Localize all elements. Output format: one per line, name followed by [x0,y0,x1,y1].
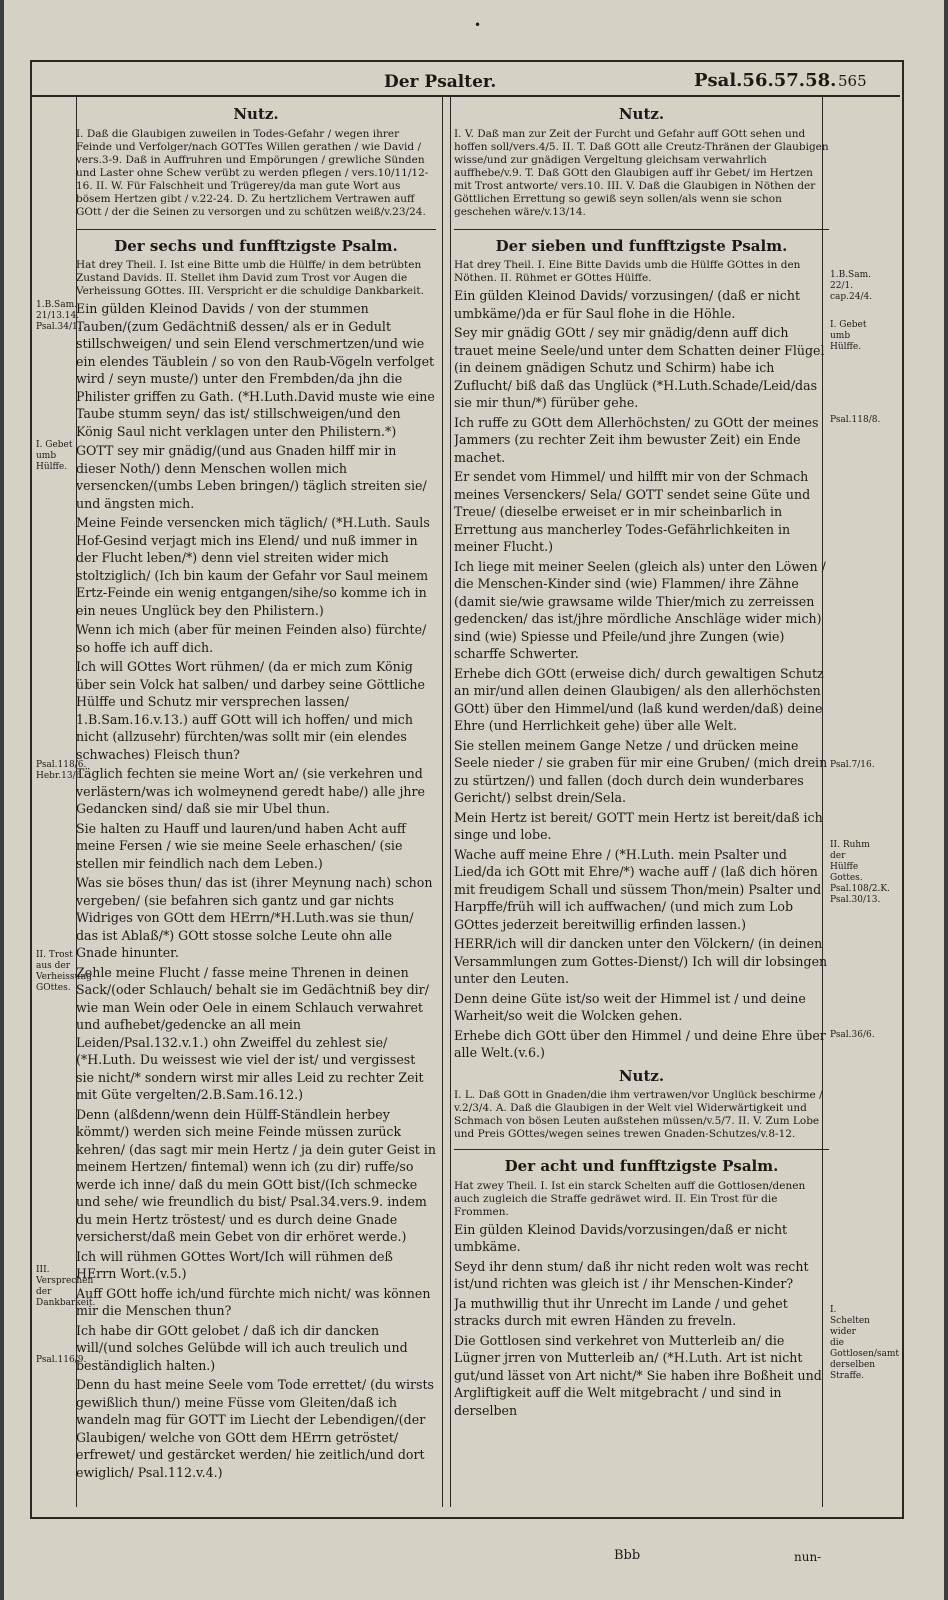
verse [76,1322,436,1375]
verse-text: Ein gülden Kleinod Davids/vorzusingen/daß er nicht umbkäme. [454,1221,788,1254]
verse [454,1221,829,1256]
verse-text: Täglich fechten sie meine Wort an/ (sie verkehren und verlästern/was ich wolmeynend geredt habe/) alle jhre Gedancken sind/ daß sie mir Ubel thun. [76,766,425,816]
nutz-text: I. Daß die Glaubigen zuweilen in Todes-Gefahr / wegen ihrer Feinde und Verfolger/nach GOTTes Willen gerathen / wie David / vers.3-9. Daß in Auffruhren und Empörungen / grewliche Sünden und Laster ohne Schew verübt zu werden pflegen / vers.10/11/12-16. II. W. Für Falschheit und Trügerey/da man gute Wort aus bösem Hertzen gibt / v.22-24. D. Zu hertzlichem Vertrawen auff GOtt / der die Seinen zu versorgen und zu schützen weiß/v.23/24. [76,127,429,218]
verse-text: Ja muthwillig thut ihr Unrecht im Lande / und gehet stracks durch mit ewren Händen zu freveln. [454,1295,788,1328]
verse [76,820,436,873]
verse-text: Denn (alßdenn/wenn dein Hülff-Ständlein herbey kömmt/) werden sich meine Feinde müssen zurück kehren/ (das sagt mir mein Hertz / ja dein guter Geist in meinem Hertzen/ fintemal) wenn ich (zu dir) ruffe/so werde ich inne/ daß du mein GOtt bist/(Ich schmecke und sehe/ wie freundlich du bist/ Psal.34.vers.9. indem du mein Hertz tröstest/ und es durch deine Gnade versicherst/daß mein Gebet von dir erhöret werde.) [76,1106,436,1244]
verse [454,1295,829,1330]
page-number: 565 [838,72,867,90]
verse [454,990,829,1025]
nutz-ps55 [76,106,436,219]
margin-note-right-7: I. Schelten wider die Gottlosen/samt derselben Straffe. [830,1305,900,1381]
verse-text: Sie halten zu Hauff und lauren/und haben Acht auff meine Fersen / wie sie meine Seele erhaschen/ (sie stellen mir feindlich nach dem Leben.) [76,820,406,871]
psalm57-verses [454,287,829,1062]
verse-text: Ein gülden Kleinod Davids / von der stummen Tauben/(zum Gedächtniß dessen/ als er in Gedult stillschweigen/ und sein Elend verschmertzen/und wie ein elendes Täublein / so von den Raub-Vögeln verfolget wird / seyn muste/) unter den Frembden/da jhn die Philister griffen zu Gath. (*H.Luth.David muste wie eine Taube stumm seyn/ das ist/ stillschweigen/und den König Saul nicht verklagen unter den Philistern.*) [76,301,435,439]
verse [454,935,829,988]
verse-text: Sie stellen meinem Gange Netze / und drücken meine Seele nieder / sie graben für mir eine Gruben/ (mich drein zu stürtzen/) und fallen (doch durch dein wunderbares Gericht/) selbst drein/Sela. [454,737,828,805]
verse [454,1332,829,1420]
margin-note-left-2: I. Gebet umb Hülffe. [36,440,73,472]
margin-note-right-2: I. Gebet umb Hülffe. [830,320,867,352]
verse [454,287,829,322]
nutz-ps56 [454,106,829,219]
verse-text: Denn du hast meine Seele vom Tode errettet/ (du wirsts gewißlich thun/) meine Füsse vom Gleiten/daß ich wandeln mag für GOTT im Liecht der Lebendigen/(der Glaubigen/ welche von GOtt dem HErrn getröstet/ erfrewet/ und gestärcket werden/ hie zeitlich/und dort ewiglich/ Psal.112.v.4.) [76,1377,434,1480]
verse [454,558,829,663]
verse-text: GOTT sey mir gnädig/(und aus Gnaden hilff mir in dieser Noth/) denn Menschen wollen mich versencken/(umbs Leben bringen/) täglich streiten sie/ und ängsten mich. [76,443,427,511]
verse-text: Denn deine Güte ist/so weit der Himmel ist / und deine Warheit/so weit die Wolcken gehen. [454,990,806,1023]
margin-note-left-5: III. Versprechen der Dankbarkeit. [36,1265,96,1308]
verse [76,514,436,619]
verse-text: Ein gülden Kleinod Davids/ vorzusingen/ (daß er nicht umbkäme/)da er für Saul flohe in die Höhle. [454,288,801,321]
verse [76,1285,436,1320]
verse-text: Was sie böses thun/ das ist (ihrer Meynung nach) schon vergeben/ (sie befahren sich gantz und gar nichts Widriges von GOtt dem HErrn/*H.Luth.was sie thun/ das ist Ablaß/*) GOtt stosse solche Leute ohn alle Gnade hinunter. [76,875,433,960]
verse-text: Erhebe dich GOtt über den Himmel / und deine Ehre über alle Welt.(v.6.) [454,1027,826,1060]
margin-note-left-3: Psal.118/6. Hebr.13/6. [36,760,87,781]
verse [454,1027,829,1062]
verse-text: Ich liege mit meiner Seelen (gleich als) unter den Löwen / die Menschen-Kinder sind (wie) Flammen/ ihre Zähne (damit sie/wie grawsame wilde Thier/mich zu zerreissen gedencken/ das ist/jhre mördliche Anschläge wider mich) sind (wie) Spiesse und Pfeile/und jhre Zungen (wie) scharffe Schwerter. [454,558,826,661]
nutz-text-right: I. V. Daß man zur Zeit der Furcht und Gefahr auff GOtt sehen und hoffen soll/vers.4/5. II. T. Daß GOtt alle Creutz-Thränen der Glaubigen wisse/und zur gnädigen Vergeltung gleichsam verwahrlich auffhebe/v.9. T. Daß GOtt den Glaubigen auff ihr Gebet/ im Hertzen mit Trost antworte/ vers.10. III. V. Daß die Glaubigen in Nöthen der Göttlichen Errettung so gewiß seyn sollen/als wenn sie schon geschehen wäre/v.13/14. [454,127,829,218]
running-title: Der Psalter. [384,72,497,92]
verse [454,324,829,412]
signature-mark: Bbb [614,1548,641,1563]
verse-text: Auff GOtt hoffe ich/und fürchte mich nicht/ was können mir die Menschen thun? [76,1285,431,1318]
margin-note-right-4: Psal.7/16. [830,760,875,770]
verse-text: Zehle meine Flucht / fasse meine Threnen in deinen Sack/(oder Schlauch/ behalt sie im Gedächtniß bey dir/ wie man Wein oder Oele in einem Schlauch verwahret und aufhebet/gedencke an all mein Leiden/Psal.132.v.1.) ohn Zweiffel du zehlest sie/ (*H.Luth. Du weissest wie viel der ist/ und vergissest sie nicht/* sondern wirst mir alles Leid zu rechter Zeit mit Güte vergelten/2.B.Sam.16.12.) [76,964,429,1102]
nutz2-text: I. L. Daß GOtt in Gnaden/die ihm vertrawen/vor Unglück beschirme / v.2/3/4. A. Daß die Glaubigen in der Welt viel Widerwärtigkeit und Schmach von bösen Leuten außstehen müssen/v.5/7. II. V. Zum Lobe und Preis GOttes/wegen seines trewen Gnaden-Schutzes/v.8-12. [454,1089,823,1140]
verse-text: Er sendet vom Himmel/ und hilfft mir von der Schmach meines Versenckers/ Sela/ GOTT sendet seine Güte und Treue/ (dieselbe erweiset er in mir scheinbarlich in Errettung aus mancherley Todes-Gefährlichkeiten in meiner Flucht.) [454,469,811,554]
nutz2-heading: Nutz. [618,1066,665,1085]
verse-text: Ich will rühmen GOttes Wort/Ich will rühmen deß HErrn Wort.(v.5.) [76,1248,393,1281]
psalm56-heading: Der sechs und funfftzigste Psalm. [114,236,398,255]
margin-note-right-6: Psal.36/6. [830,1030,875,1040]
verse [76,1376,436,1481]
margin-note-right-3: Psal.118/8. [830,415,881,425]
verse [76,964,436,1104]
verse [76,1248,436,1283]
nutz-heading: Nutz. [233,105,279,123]
verse [454,1258,829,1293]
verse [454,737,829,807]
verse [454,468,829,556]
psalm57-heading: Der sieben und funfftzigste Psalm. [495,236,788,255]
verse [76,300,436,440]
verse-text: Ich habe dir GOtt gelobet / daß ich dir dancken will/(und solches Gelübde will ich auch treulich und beständiglich halten.) [76,1322,408,1373]
left-column [76,100,436,1500]
verse [454,414,829,467]
catchword: nun- [794,1550,822,1564]
psalm58-summary: Hat zwey Theil. I. Ist ein starck Schelten auff die Gottlosen/denen auch zugleich die Straffe gedräwet wird. II. Ein Trost für die Frommen. [454,1179,806,1218]
verse [76,874,436,962]
verse-text: Ich ruffe zu GOtt dem Allerhöchsten/ zu GOtt der meines Jammers (zu rechter Zeit ihm bewuster Zeit) ein Ende machet. [454,414,819,465]
verse-text: HERR/ich will dir dancken unter den Völckern/ (in deinen Versammlungen zum Gottes-Dienst/) Ich will dir lobsingen unter den Leuten. [454,936,828,986]
book-page: • Der Psalter. Psal.56.57.58. 565 1.B.Sam. 21/13.14. Psal.34/1. I. Gebet umb Hülffe. Psal.118/6. Hebr.13/6. II. Trost aus der Verheissung GOttes. III. Versprechen der Dankbarkeit. Psal.116/9. 1.B.Sam. 22/1. cap.24/4. I. Gebet umb Hülffe. Psal.118/8. Psal.7/16. II. Ruhm der Hülffe Gottes. Psal.108/2.K. Psal.30/13. Psal.36/6. I. Schelten wider die Gottlosen/samt derselben Straffe. Nutz. I. Daß die Glaubigen zuweilen in Todes-Gefahr / wegen ihrer Feinde und Verfolger/nach GOTTes Willen gerathen / wie David / vers.3-9. Daß in Auffruhren und Empörungen / grewliche Sünden und Laster ohne Schew verübt zu werden pflegen / vers.10/11/12-16. II. W. Für Falschheit und Trügerey/da man gute Wort aus bösem Hertzen gibt / v.22-24. D. Zu hertzlichem Vertrawen auff GOtt / der die Seinen zu versorgen und zu schützen weiß/v.23/24. Der sechs und funfftzigste Psalm. Hat drey Theil. I. Ist eine Bitte umb die Hülffe/ in dem betrübten Zustand Davids. II. Stellet ihm David zum Trost vor Augen die Verheissung GOttes. III. Verspricht er die schuldige Dankbarkeit. Ein gülden Kleinod Davids / von der stummen Tauben/(zum Gedächtniß dessen/ als er in Gedult stillschweigen/ und sein Elend verschmertzen/und wie ein elendes Täublein / so von den Raub-Vögeln verfolget wird / seyn muste/) unter den Frembden/da jhn die Philister griffen zu Gath. (*H.Luth.David muste wie eine Taube stumm seyn/ das ist/ stillschweigen/und den König Saul nicht verklagen unter den Philistern.*) GOTT sey mir gnädig/(und aus Gnaden hilff mir in dieser Noth/) denn Menschen wollen mich versencken/(umbs Leben bringen/) täglich streiten sie/ und ängsten mich. Meine Feinde versencken mich täglich/ (*H.Luth. Sauls Hof-Gesind verjagt mich ins Elend/ und nuß immer in der Flucht leben/*) denn viel streiten wider mich stoltziglich/ (Ich bin kaum der Gefahr vor Saul meinem Ertz-Feinde ein wenig entgangen/sihe/so komme ich in ein neues Unglück bey den Philistern.) Wenn ich mich (aber für meinen Feinden also) fürchte/ so hoffe ich auff dich. Ich will GOttes Wort rühmen/ (da er mich zum König über sein Volck hat salben/ und darbey seine Göttliche Hülffe und Schutz mir versprechen lassen/ 1.B.Sam.16.v.13.) auff GOtt will ich hoffen/ und mich nicht (allzusehr) fürchten/was sollt mir (ein elendes schwaches) Fleisch thun? Täglich fechten sie meine Wort an/ (sie verkehren und verlästern/was ich wolmeynend geredt habe/) alle jhre Gedancken sind/ daß sie mir Ubel thun. Sie halten zu Hauff und lauren/und haben Acht auff meine Fersen / wie sie meine Seele erhaschen/ (sie stellen mir feindlich nach dem Leben.) Was sie böses thun/ das ist (ihrer Meynung nach) schon vergeben/ (sie befahren sich gantz und gar nichts Widriges von GOtt dem HErrn/*H.Luth.was sie thun/ das ist Ablaß/*) GOtt stosse solche Leute ohn alle Gnade hinunter. Zehle meine Flucht / fasse meine Threnen in deinen Sack/(oder Schlauch/ behalt sie im Gedächtniß bey dir/ wie man Wein oder Oele in einem Schlauch verwahret und aufhebet/gedencke an all mein Leiden/Psal.132.v.1.) ohn Zweiffel du zehlest sie/ (*H.Luth. Du weissest wie viel der ist/ und vergissest sie nicht/* sondern wirst mir alles Leid zu rechter Zeit mit Güte vergelten/2.B.Sam.16.12.) Denn (alßdenn/wenn dein Hülff-Ständlein herbey kömmt/) werden sich meine Feinde müssen zurück kehren/ (das sagt mir mein Hertz / ja dein guter Geist in meinem Hertzen/ fintemal) wenn ich (zu dir) ruffe/so werde ich inne/ daß du mein GOtt bist/(Ich schmecke und sehe/ wie freundlich du bist/ Psal.34.vers.9. indem du mein Hertz tröstest/ und es durch deine Gnade versicherst/daß mein Gebet von dir erhöret werde.) Ich will rühmen GOttes Wort/Ich will rühmen deß HErrn Wort.(v.5.) Auff GOtt hoffe ich/und fürchte mich nicht/ was können mir die Menschen thun? Ich habe dir GOtt gelobet / daß ich dir dancken will/(und solches Gelübde will ich auch treulich und beständiglich halten.) Denn du hast meine Seele vom Tode errettet/ (du wirsts gewißlich thun/) meine Füsse vom Gleiten/daß ich wandeln mag für GOTT im Liecht der Lebendigen/(der Glaubigen/ welche von GOtt dem HErrn getröstet/ erfrewet/ und gestärcket werden/ hie zeitlich/und dort ewiglich/ Psal.112.v.4.) Nutz. I. V. Daß man zur Zeit der Furcht und Gefahr auff GOtt sehen und hoffen soll/vers.4/5. II. T. Daß GOtt alle Creutz-Thränen der Glaubigen wisse/und zur gnädigen Vergeltung gleichsam verwahrlich auffhebe/v.9. T. Daß GOtt den Glaubigen auff ihr Gebet/ im Hertzen mit Trost antworte/ vers.10. III. V. Daß die Glaubigen in Nöthen der Göttlichen Errettung so gewiß seyn sollen/als wenn sie schon geschehen wäre/v.13/14. Der sieben und funfftzigste Psalm. Hat drey Theil. I. Eine Bitte Davids umb die Hülffe GOttes in den Nöthen. II. Rühmet er GOttes Hülffe. Ein gülden Kleinod Davids/ vorzusingen/ (daß er nicht umbkäme/)da er für Saul flohe in die Höhle. Sey mir gnädig GOtt / sey mir gnädig/denn auff dich trauet meine Seele/und unter dem Schatten deiner Flügel (in deinem gnädigen Schutz und Schirm) habe ich Zuflucht/ biß daß das Unglück (*H.Luth.Schade/Leid/das sie mir thun/*) fürüber gehe. Ich ruffe zu GOtt dem Allerhöchsten/ zu GOtt der meines Jammers (zu rechter Zeit ihm bewuster Zeit) ein Ende machet. Er sendet vom Himmel/ und hilfft mir von der Schmach meines Versenckers/ Sela/ GOTT sendet seine Güte und Treue/ (dieselbe erweiset er in mir scheinbarlich in Errettung aus mancherley Todes-Gefährlichkeiten in meiner Flucht.) Ich liege mit meiner Seelen (gleich als) unter den Löwen / die Menschen-Kinder sind (wie) Flammen/ ihre Zähne (damit sie/wie grawsame wilde Thier/mich zu zerreissen gedencken/ das ist/jhre mördliche Anschläge wider mich) sind (wie) Spiesse und Pfeile/und jhre Zungen (wie) scharffe Schwerter. Erhebe dich GOtt (erweise dich/ durch gewaltigen Schutz an mir/und allen deinen Glaubigen/ als den allerhöchsten GOtt) über den Himmel/und (laß kund werden/daß) deine Ehre (und Herrlichkeit gehe) über alle Welt. Sie stellen meinem Gange Netze / und drücken meine Seele nieder / sie graben für mir eine Gruben/ (mich drein zu stürtzen/) und fallen (doch durch dein wunderbares Gericht/) selbst drein/Sela. Mein Hertz ist bereit/ GOTT mein Hertz ist bereit/daß ich singe und lobe. Wache auff meine Ehre / (*H.Luth. mein Psalter und Lied/da ich GOtt mit Ehre/*) wache auff / (laß dich hören mit freudigem Schall und süssem Thon/mein) Psalter und Harpffe/früh will ich auffwachen/ (und mich zum Lob GOttes jederzeit bereitwillig erfinden lassen.) HERR/ich will dir dancken unter den Völckern/ (in deinen Versammlungen zum Gottes-Dienst/) Ich will dir lobsingen unter den Leuten. Denn deine Güte ist/so weit der Himmel ist / und deine Warheit/so weit die Wolcken gehen. Erhebe dich GOtt über den Himmel / und deine Ehre über alle Welt.(v.6.) Nutz. I. L. Daß GOtt in Gnaden/die ihm vertrawen/vor Unglück beschirme / v.2/3/4. A. Daß die Glaubigen in der Welt viel Widerwärtigkeit und Schmach von bösen Leuten außstehen müssen/v.5/7. II. V. Zum Lobe und Preis GOttes/wegen seines trewen Gnaden-Schutzes/v.8-12. Der acht und funfftzigste Psalm. Hat zwey Theil. I. Ist ein starck Schelten auff die Gottlosen/denen auch zugleich die Straffe gedräwet wird. II. Ein Trost für die Frommen. Ein gülden Kleinod Davids/vorzusingen/daß er nicht umbkäme. Seyd ihr denn stum/ daß ihr nicht reden wolt was recht ist/und richten was gleich ist / ihr Menschen-Kinder? Ja muthwillig thut ihr Unrecht im Lande / und gehet stracks durch mit ewren Händen zu freveln. Die Gottlosen sind verkehret von Mutterleib an/ die Lügner jrren von Mutterleib an/ (*H.Luth. Art ist nicht gut/und lässet von Art nicht/* Sie haben ihre Boßheit und Argliftigkeit auff die Welt mitgebracht / und sind in derselben Bbb nun- [4,0,944,1600]
verse [454,665,829,735]
margin-note-right-5: II. Ruhm der Hülffe Gottes. Psal.108/2.K. Psal.30/13. [830,840,890,905]
verse-text: Meine Feinde versencken mich täglich/ (*H.Luth. Sauls Hof-Gesind verjagt mich ins Elend/ und nuß immer in der Flucht leben/*) denn viel streiten wider mich stoltziglich/ (Ich bin kaum der Gefahr vor Saul meinem Ertz-Feinde ein wenig entgangen/sihe/so komme ich in ein neues Unglück bey den Philistern.) [76,515,430,618]
verse-text: Ich will GOttes Wort rühmen/ (da er mich zum König über sein Volck hat salben/ und darbey seine Göttliche Hülffe und Schutz mir versprechen lassen/ 1.B.Sam.16.v.13.) auff GOtt will ich hoffen/ und mich nicht (allzusehr) fürchten/was sollt mir (ein elendes schwaches) Fleisch thun? [76,659,425,762]
verse-text: Sey mir gnädig GOtt / sey mir gnädig/denn auff dich trauet meine Seele/und unter dem Schatten deiner Flügel (in deinem gnädigen Schutz und Schirm) habe ich Zuflucht/ biß daß das Unglück (*H.Luth.Schade/Leid/das sie mir thun/*) fürüber gehe. [454,325,825,410]
verse [76,1106,436,1246]
verse [76,765,436,818]
verse-text: Seyd ihr denn stum/ daß ihr nicht reden wolt was recht ist/und richten was gleich ist / ihr Menschen-Kinder? [454,1258,809,1291]
verse-text: Erhebe dich GOtt (erweise dich/ durch gewaltigen Schutz an mir/und allen deinen Glaubigen/ als den allerhöchsten GOtt) über den Himmel/und (laß kund werden/daß) deine Ehre (und Herrlichkeit gehe) über alle Welt. [454,665,824,733]
psalm58-verses [454,1221,829,1420]
running-psalm: Psal.56.57.58. [694,70,837,91]
right-column [454,100,829,1500]
verse-text: Wenn ich mich (aber für meinen Feinden also) fürchte/ so hoffe ich auff dich. [76,622,427,655]
verse [76,442,436,512]
psalm56-verses [76,300,436,1481]
margin-note-left-6: Psal.116/9. [36,1355,87,1365]
header-rule [30,95,900,97]
psalm58-heading: Der acht und funfftzigste Psalm. [504,1157,779,1175]
verse [454,809,829,844]
verse [454,846,829,934]
psalm56-summary: Hat drey Theil. I. Ist eine Bitte umb die Hülffe/ in dem betrübten Zustand Davids. II. Stellet ihm David zum Trost vor Augen die Verheissung GOttes. III. Verspricht er die schuldige Dankbarkeit. [76,259,424,297]
margin-note-left-1: 1.B.Sam. 21/13.14. Psal.34/1. [36,300,81,332]
verse-text: Mein Hertz ist bereit/ GOTT mein Hertz ist bereit/daß ich singe und lobe. [454,809,823,842]
psalm57-summary: Hat drey Theil. I. Eine Bitte Davids umb die Hülffe GOttes in den Nöthen. II. Rühmet er GOttes Hülffe. [454,259,801,284]
verse-text: Wache auff meine Ehre / (*H.Luth. mein Psalter und Lied/da ich GOtt mit Ehre/*) wache auff / (laß dich hören mit freudigem Schall und süssem Thon/mein) Psalter und Harpffe/früh will ich auffwachen/ (und mich zum Lob GOttes jederzeit bereitwillig erfinden lassen.) [454,846,822,932]
nutz-heading-right: Nutz. [618,105,665,123]
margin-note-left-4: II. Trost aus der Verheissung GOttes. [36,950,92,993]
margin-note-right-1: 1.B.Sam. 22/1. cap.24/4. [830,270,873,302]
verse-text: Die Gottlosen sind verkehret von Mutterleib an/ die Lügner jrren von Mutterleib an/ (*H.Luth. Art ist nicht gut/und lässet von Art nicht/* Sie haben ihre Boßheit und Argliftigkeit auff die Welt mitgebracht / und sind in derselben [454,1332,822,1418]
verse [76,621,436,656]
verse [76,658,436,763]
